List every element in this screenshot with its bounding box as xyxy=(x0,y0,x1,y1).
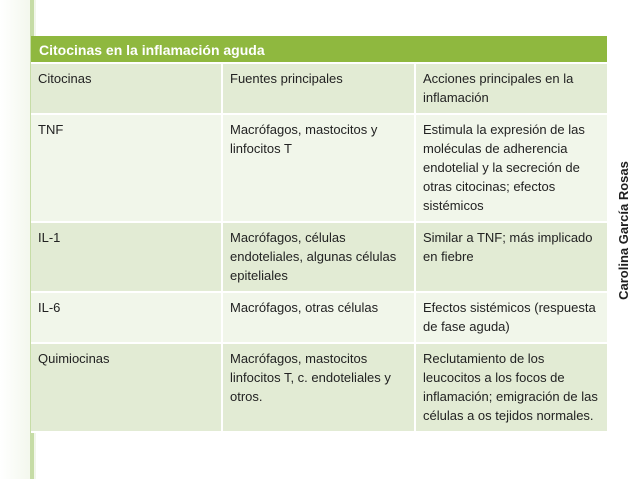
table-cell: IL-1 xyxy=(31,222,222,292)
table-row xyxy=(31,292,607,343)
table-cell: Efectos sistémicos (respuesta de fase aguda) xyxy=(415,292,607,343)
header-cell: Fuentes principales xyxy=(222,64,415,114)
header-cell: Citocinas xyxy=(31,64,222,114)
author-credit xyxy=(612,98,634,362)
table-cell: Macrófagos, mastocitos y linfocitos T xyxy=(222,114,415,222)
table-cell: Reclutamiento de los leucocitos a los focos de inflamación; emigración de las células a os tejidos normales. xyxy=(415,343,607,432)
table-cell: Macrófagos, células endoteliales, algunas células epiteliales xyxy=(222,222,415,292)
header-row xyxy=(31,64,607,114)
table-cell: Similar a TNF; más implicado en fiebre xyxy=(415,222,607,292)
table-row xyxy=(31,114,607,222)
table-cell: TNF xyxy=(31,114,222,222)
table-cell: Quimiocinas xyxy=(31,343,222,432)
author-name: Carolina García Rosas xyxy=(615,160,631,300)
table-row xyxy=(31,222,607,292)
table-cell: Macrófagos, otras células xyxy=(222,292,415,343)
cytokine-table xyxy=(31,36,607,433)
header-cell: Acciones principales en la inflamación xyxy=(415,64,607,114)
table-title: Citocinas en la inflamación aguda xyxy=(31,36,607,64)
table-cell: Macrófagos, mastocitos linfocitos T, c. endoteliales y otros. xyxy=(222,343,415,432)
table-cell: Estimula la expresión de las moléculas de adherencia endotelial y la secreción de otras citocinas; efectos sistémicos xyxy=(415,114,607,222)
table-grid xyxy=(31,64,607,433)
table-row xyxy=(31,343,607,432)
table-cell: IL-6 xyxy=(31,292,222,343)
